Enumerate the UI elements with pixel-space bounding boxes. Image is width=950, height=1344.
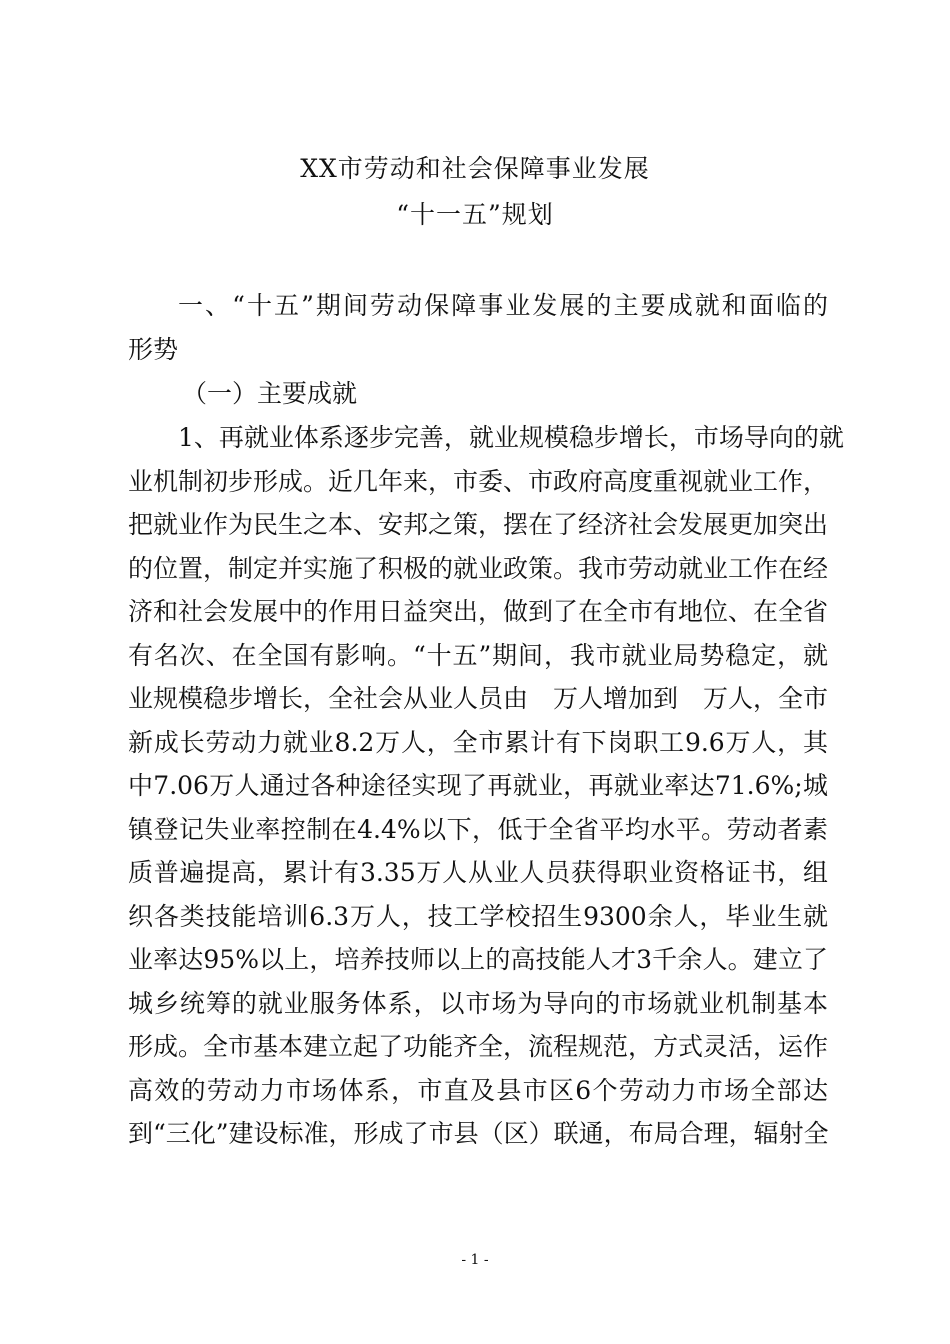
document-title-line-2: “十一五”规划	[396, 200, 554, 229]
paragraph-line: 1、再就业体系逐步完善，就业规模稳步增长，市场导向的就	[178, 423, 844, 452]
paragraph-line: 业规模稳步增长，全社会从业人员由 万人增加到 万人，全市	[128, 684, 829, 713]
body-paragraph	[128, 416, 844, 1156]
paragraph-line: 有名次、在全国有影响。“十五”期间，我市就业局势稳定，就	[128, 640, 828, 670]
paragraph-line: 业率达95%以上，培养技师以上的高技能人才3千余人。建立了	[128, 945, 828, 974]
paragraph-line: 把就业作为民生之本、安邦之策，摆在了经济社会发展更加突出	[128, 510, 829, 539]
paragraph-line: 织各类技能培训6.3万人，技工学校招生9300余人，毕业生就	[128, 901, 828, 931]
paragraph-line: 到“三化”建设标准，形成了市县（区）联通，布局合理，辐射全	[128, 1119, 829, 1148]
paragraph-line: 质普遍提高，累计有3.35万人从业人员获得职业资格证书，组	[128, 858, 828, 887]
section-heading-line: 形势	[128, 334, 179, 364]
subheading	[128, 372, 828, 416]
paragraph-line: 中7.06万人通过各种途径实现了再就业，再就业率达71.6%;城	[128, 771, 828, 800]
paragraph-line: 济和社会发展中的作用日益突出，做到了在全市有地位、在全省	[128, 597, 829, 626]
paragraph-line: 高效的劳动力市场体系，市直及县市区6个劳动力市场全部达	[128, 1075, 828, 1105]
paragraph-line: 城乡统筹的就业服务体系，以市场为导向的市场就业机制基本	[128, 988, 828, 1018]
paragraph-line: 的位置，制定并实施了积极的就业政策。我市劳动就业工作在经	[128, 553, 829, 583]
subheading-text: （一）主要成就	[182, 379, 358, 408]
page-number: - 1 -	[461, 1252, 489, 1268]
paragraph-line: 新成长劳动力就业8.2万人，全市累计有下岗职工9.6万人，其	[128, 727, 828, 757]
paragraph-line: 镇登记失业率控制在4.4%以下，低于全省平均水平。劳动者素	[128, 814, 828, 844]
paragraph-line: 业机制初步形成。近几年来，市委、市政府高度重视就业工作，	[128, 466, 829, 496]
document-title-line-1: XX市劳动和社会保障事业发展	[300, 154, 650, 183]
section-heading-line: 一、“十五”期间劳动保障事业发展的主要成就和面临的	[178, 291, 828, 320]
paragraph-line: 形成。全市基本建立起了功能齐全，流程规范，方式灵活，运作	[128, 1032, 829, 1061]
section-heading	[128, 284, 828, 371]
